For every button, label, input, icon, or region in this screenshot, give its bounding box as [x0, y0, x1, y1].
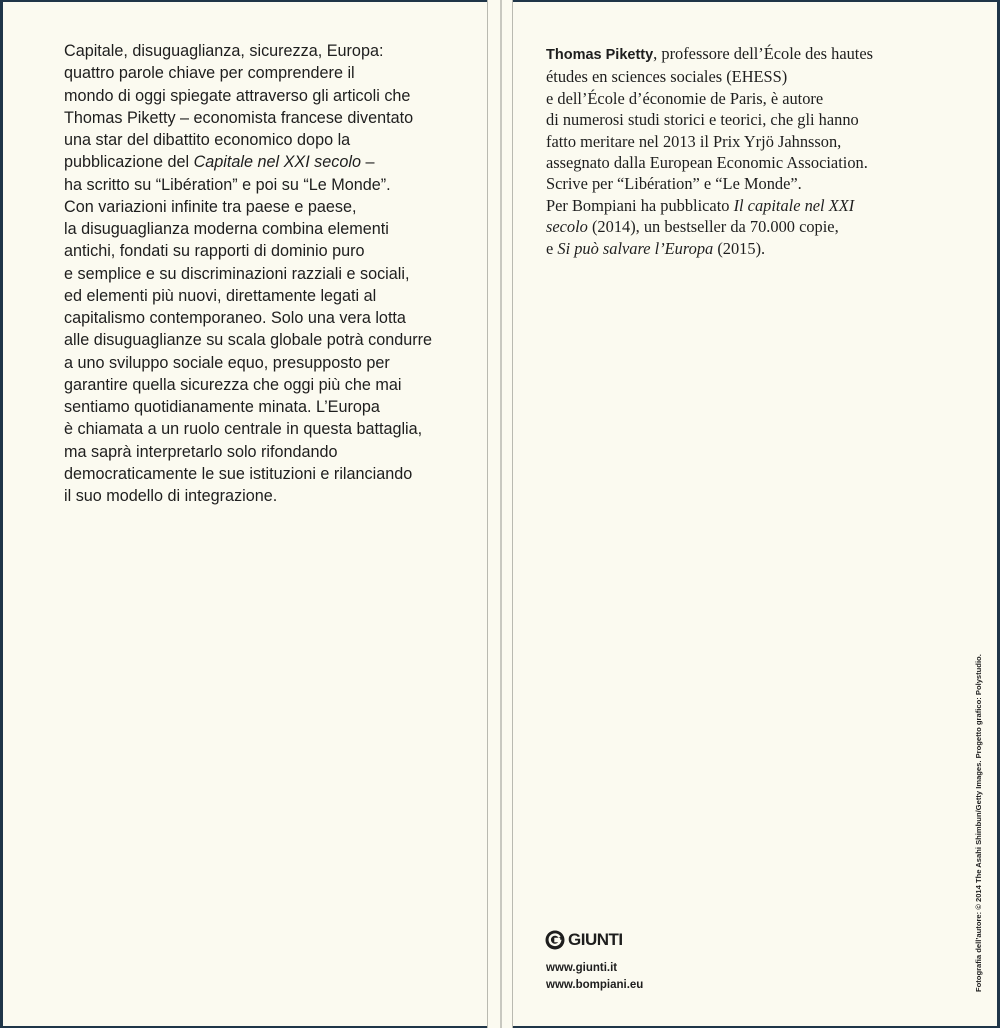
blurb-line: [64, 151, 464, 173]
blurb-line: ed elementi più nuovi, direttamente legati al: [64, 286, 377, 305]
left-border: [0, 0, 3, 1028]
text-segment: (2015).: [713, 238, 766, 258]
publisher-logo-text: GIUNTI: [568, 930, 623, 949]
blurb-line: quattro parole chiave per comprendere il: [64, 64, 355, 83]
blurb-line: alle disuguaglianze su scala globale potrà condurre: [64, 331, 433, 350]
blurb-line: mondo di oggi spiegate attraverso gli articoli che: [64, 86, 411, 105]
book-title-italic: secolo: [546, 217, 588, 237]
fold-line: [512, 0, 513, 1028]
giunti-logo-icon: [545, 930, 565, 950]
book-title-italic: Capitale nel XXI secolo: [193, 153, 361, 172]
book-title-italic: Il capitale nel XXI: [733, 195, 855, 215]
blurb-line: è chiamata a un ruolo centrale in questa battaglia,: [64, 420, 423, 439]
bio-line: [546, 216, 946, 237]
bio-line: e dell’École d’économie de Paris, è autore: [546, 88, 824, 108]
bio-line: [546, 43, 946, 66]
blurb-line: Capitale, disuguaglianza, sicurezza, Europa:: [64, 42, 384, 60]
blurb-line: e semplice e su discriminazioni razziali e sociali,: [64, 264, 410, 283]
center-fold: [487, 0, 513, 1028]
text-segment: Per Bompiani ha pubblicato: [546, 195, 734, 215]
book-title-italic: Si può salvare l’Europa: [557, 238, 714, 258]
blurb-line: a uno sviluppo sociale equo, presupposto per: [64, 353, 390, 372]
blurb-line: ma saprà interpretarlo solo rifondando: [64, 442, 338, 461]
publisher-logo: [545, 928, 623, 952]
fold-line: [500, 0, 502, 1028]
blurb-line: capitalismo contemporaneo. Solo una vera lotta: [64, 309, 406, 327]
blurb-line: democraticamente le sue istituzioni e rilanciando: [64, 464, 413, 483]
bio-line: fatto meritare nel 2013 il Prix Yrjö Jahnsson,: [546, 131, 842, 151]
author-name: Thomas Piketty: [546, 47, 654, 63]
blurb-line: Con variazioni infinite tra paese e paese,: [64, 197, 357, 216]
bio-line: di numerosi studi storici e teorici, che gli hanno: [546, 110, 859, 130]
blurb-line: Thomas Piketty – economista francese diventato: [64, 108, 414, 127]
blurb-line: ha scritto su “Libération” e poi su “Le Monde”.: [64, 175, 391, 194]
blurb-line: una star del dibattito economico dopo la: [64, 131, 351, 149]
blurb-line: antichi, fondati su rapporti di dominio puro: [64, 242, 365, 261]
text-segment: –: [360, 153, 375, 172]
book-blurb: [64, 40, 464, 507]
blurb-line: la disuguaglianza moderna combina elementi: [64, 220, 389, 238]
blurb-line: il suo modello di integrazione.: [64, 487, 278, 505]
bio-line: études en sciences sociales (EHESS): [546, 67, 788, 87]
bio-line: [546, 195, 946, 216]
bio-line: [546, 238, 946, 259]
blurb-line: sentiamo quotidianamente minata. L’Europa: [64, 398, 380, 416]
text-segment: e: [546, 238, 558, 258]
photo-credit: Fotografia dell’autore: © 2014 The Asahi Shimbun/Getty Images. Progetto grafico: Polystudio.: [974, 654, 983, 992]
publisher-urls: [546, 960, 643, 994]
blurb-line: garantire quella sicurezza che oggi più che mai: [64, 375, 402, 394]
bio-text: , professore dell’École des hautes: [653, 44, 873, 63]
author-bio: [546, 43, 946, 259]
text-segment: pubblicazione del: [64, 153, 194, 172]
bio-line: Scrive per “Libération” e “Le Monde”.: [546, 174, 802, 194]
url-giunti-link[interactable]: www.giunti.it: [546, 962, 618, 974]
text-segment: (2014), un bestseller da 70.000 copie,: [587, 217, 839, 237]
fold-line: [487, 0, 488, 1028]
bio-line: assegnato dalla European Economic Association.: [546, 153, 868, 173]
url-bompiani-link[interactable]: www.bompiani.eu: [546, 979, 644, 991]
